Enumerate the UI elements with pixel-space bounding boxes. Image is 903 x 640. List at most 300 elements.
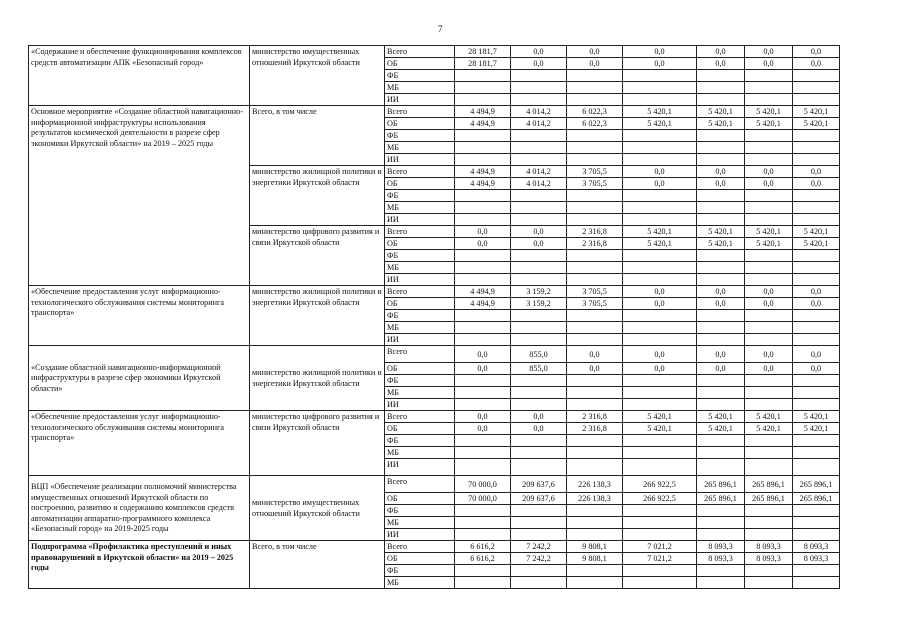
- amount-cell: 8 093,3: [745, 541, 793, 553]
- amount-cell: [793, 447, 840, 459]
- funding-source: МБ: [385, 577, 455, 589]
- funding-source: ИИ: [385, 399, 455, 411]
- amount-cell: [623, 565, 697, 577]
- funding-source: ФБ: [385, 505, 455, 517]
- amount-cell: [511, 70, 567, 82]
- amount-cell: [511, 214, 567, 226]
- amount-cell: 5 420,1: [623, 106, 697, 118]
- amount-cell: 0,0: [455, 411, 511, 423]
- amount-cell: [455, 529, 511, 541]
- amount-cell: 209 637,6: [511, 493, 567, 505]
- amount-cell: 5 420,1: [745, 411, 793, 423]
- amount-cell: 0,0: [511, 226, 567, 238]
- amount-cell: 6 616,2: [455, 541, 511, 553]
- amount-cell: [455, 82, 511, 94]
- amount-cell: [455, 154, 511, 166]
- funding-source: ИИ: [385, 459, 455, 476]
- amount-cell: 5 420,1: [745, 423, 793, 435]
- amount-cell: [455, 94, 511, 106]
- amount-cell: [455, 459, 511, 476]
- amount-cell: [455, 447, 511, 459]
- funding-source: ФБ: [385, 565, 455, 577]
- amount-cell: [697, 447, 745, 459]
- amount-cell: 209 637,6: [511, 476, 567, 493]
- amount-cell: [623, 310, 697, 322]
- amount-cell: 4 494,9: [455, 178, 511, 190]
- amount-cell: [623, 399, 697, 411]
- amount-cell: 5 420,1: [793, 106, 840, 118]
- amount-cell: [511, 310, 567, 322]
- amount-cell: [623, 529, 697, 541]
- amount-cell: [697, 94, 745, 106]
- amount-cell: 0,0: [623, 363, 697, 375]
- amount-cell: [511, 435, 567, 447]
- amount-cell: [567, 577, 623, 589]
- funding-source: ОБ: [385, 58, 455, 70]
- funding-source: Всего: [385, 286, 455, 298]
- amount-cell: [455, 435, 511, 447]
- amount-cell: [745, 399, 793, 411]
- amount-cell: [745, 202, 793, 214]
- amount-cell: [623, 375, 697, 387]
- amount-cell: 7 021,2: [623, 553, 697, 565]
- amount-cell: 5 420,1: [793, 423, 840, 435]
- amount-cell: [793, 505, 840, 517]
- amount-cell: [745, 375, 793, 387]
- amount-cell: [745, 447, 793, 459]
- amount-cell: 0,0: [793, 346, 840, 363]
- amount-cell: 0,0: [623, 58, 697, 70]
- amount-cell: 8 093,3: [745, 553, 793, 565]
- amount-cell: [697, 154, 745, 166]
- amount-cell: 0,0: [511, 238, 567, 250]
- amount-cell: 5 420,1: [623, 118, 697, 130]
- amount-cell: [455, 375, 511, 387]
- amount-cell: [455, 505, 511, 517]
- amount-cell: 0,0: [511, 411, 567, 423]
- amount-cell: 0,0: [623, 178, 697, 190]
- amount-cell: [745, 459, 793, 476]
- amount-cell: [623, 130, 697, 142]
- amount-cell: 0,0: [455, 238, 511, 250]
- funding-source: ФБ: [385, 130, 455, 142]
- amount-cell: 5 420,1: [697, 226, 745, 238]
- amount-cell: [793, 214, 840, 226]
- amount-cell: [793, 82, 840, 94]
- amount-cell: [793, 262, 840, 274]
- amount-cell: [697, 214, 745, 226]
- amount-cell: 5 420,1: [745, 106, 793, 118]
- amount-cell: [793, 274, 840, 286]
- amount-cell: 265 896,1: [793, 493, 840, 505]
- amount-cell: 266 922,5: [623, 476, 697, 493]
- amount-cell: [511, 517, 567, 529]
- amount-cell: 0,0: [511, 423, 567, 435]
- program-name: Подпрограмма «Профилактика преступлений и иных правонарушений в Иркутской области» на 2019 – 2025 годы: [29, 541, 250, 589]
- funding-source: МБ: [385, 262, 455, 274]
- executor-name: министерство жилищной политики и энергетики Иркутской области: [250, 346, 385, 411]
- amount-cell: 266 922,5: [623, 493, 697, 505]
- amount-cell: 5 420,1: [745, 226, 793, 238]
- funding-source: Всего: [385, 476, 455, 493]
- amount-cell: 855,0: [511, 346, 567, 363]
- amount-cell: 3 159,2: [511, 286, 567, 298]
- funding-source: ОБ: [385, 298, 455, 310]
- amount-cell: [745, 322, 793, 334]
- amount-cell: [697, 334, 745, 346]
- amount-cell: [697, 82, 745, 94]
- program-name: «Обеспечение предоставления услуг информационно-технологического обслуживания системы мониторинга транспорта»: [29, 286, 250, 346]
- amount-cell: [511, 529, 567, 541]
- amount-cell: 5 420,1: [697, 106, 745, 118]
- amount-cell: 7 242,2: [511, 541, 567, 553]
- amount-cell: [697, 190, 745, 202]
- amount-cell: [455, 250, 511, 262]
- amount-cell: 7 021,2: [623, 541, 697, 553]
- amount-cell: 5 420,1: [697, 423, 745, 435]
- amount-cell: 28 181,7: [455, 46, 511, 58]
- amount-cell: [623, 459, 697, 476]
- amount-cell: 5 420,1: [623, 411, 697, 423]
- amount-cell: [745, 142, 793, 154]
- funding-source: ФБ: [385, 310, 455, 322]
- amount-cell: 4 014,2: [511, 106, 567, 118]
- funding-source: ОБ: [385, 363, 455, 375]
- amount-cell: [697, 202, 745, 214]
- amount-cell: [511, 334, 567, 346]
- amount-cell: 2 316,8: [567, 226, 623, 238]
- program-name: «Содержание и обеспечение функционирования комплексов средств автоматизации АПК «Безопасный город»: [29, 46, 250, 106]
- amount-cell: 0,0: [623, 166, 697, 178]
- amount-cell: 0,0: [511, 58, 567, 70]
- amount-cell: 28 181,7: [455, 58, 511, 70]
- amount-cell: [567, 154, 623, 166]
- amount-cell: 0,0: [745, 298, 793, 310]
- amount-cell: [511, 322, 567, 334]
- amount-cell: [745, 529, 793, 541]
- amount-cell: 5 420,1: [697, 411, 745, 423]
- amount-cell: 0,0: [567, 363, 623, 375]
- amount-cell: [455, 565, 511, 577]
- amount-cell: [455, 130, 511, 142]
- amount-cell: [745, 130, 793, 142]
- amount-cell: [567, 435, 623, 447]
- funding-source: ФБ: [385, 435, 455, 447]
- amount-cell: [511, 142, 567, 154]
- amount-cell: 4 014,2: [511, 118, 567, 130]
- amount-cell: 0,0: [745, 178, 793, 190]
- amount-cell: 0,0: [455, 346, 511, 363]
- funding-source: ФБ: [385, 190, 455, 202]
- funding-source: МБ: [385, 387, 455, 399]
- amount-cell: [745, 505, 793, 517]
- amount-cell: 0,0: [793, 166, 840, 178]
- amount-cell: [697, 577, 745, 589]
- amount-cell: 9 808,1: [567, 553, 623, 565]
- amount-cell: 0,0: [745, 58, 793, 70]
- amount-cell: 6 022,3: [567, 106, 623, 118]
- amount-cell: 70 000,0: [455, 493, 511, 505]
- amount-cell: [511, 250, 567, 262]
- amount-cell: 3 705,5: [567, 166, 623, 178]
- amount-cell: 6 616,2: [455, 553, 511, 565]
- amount-cell: 5 420,1: [793, 118, 840, 130]
- amount-cell: [623, 447, 697, 459]
- amount-cell: [455, 577, 511, 589]
- amount-cell: [623, 274, 697, 286]
- amount-cell: [793, 435, 840, 447]
- amount-cell: [567, 82, 623, 94]
- amount-cell: [697, 130, 745, 142]
- amount-cell: [745, 274, 793, 286]
- amount-cell: [567, 459, 623, 476]
- amount-cell: 8 093,3: [793, 541, 840, 553]
- amount-cell: [697, 70, 745, 82]
- amount-cell: 9 808,1: [567, 541, 623, 553]
- amount-cell: [511, 399, 567, 411]
- amount-cell: [511, 447, 567, 459]
- amount-cell: 3 159,2: [511, 298, 567, 310]
- amount-cell: [511, 505, 567, 517]
- amount-cell: 5 420,1: [793, 411, 840, 423]
- amount-cell: 3 705,5: [567, 286, 623, 298]
- funding-source: ОБ: [385, 553, 455, 565]
- amount-cell: 265 896,1: [697, 493, 745, 505]
- amount-cell: [511, 459, 567, 476]
- amount-cell: [511, 565, 567, 577]
- amount-cell: [511, 202, 567, 214]
- amount-cell: [455, 399, 511, 411]
- amount-cell: [745, 435, 793, 447]
- amount-cell: [511, 387, 567, 399]
- executor-name: министерство цифрового развития и связи Иркутской области: [250, 411, 385, 476]
- amount-cell: 226 138,3: [567, 493, 623, 505]
- amount-cell: [511, 130, 567, 142]
- amount-cell: [697, 399, 745, 411]
- amount-cell: [623, 190, 697, 202]
- amount-cell: 3 705,5: [567, 298, 623, 310]
- amount-cell: [567, 387, 623, 399]
- amount-cell: [567, 322, 623, 334]
- executor-name: министерство жилищной политики и энергетики Иркутской области: [250, 166, 385, 226]
- amount-cell: [567, 262, 623, 274]
- amount-cell: 7 242,2: [511, 553, 567, 565]
- funding-source: ОБ: [385, 423, 455, 435]
- amount-cell: 0,0: [697, 363, 745, 375]
- program-name: Основное мероприятие «Создание областной навигационно-информационной инфраструктуры использования результатов космической деятельности в разрезе сфер экономики Иркутской области» на 2019 – 2025 годы: [29, 106, 250, 286]
- funding-source: Всего: [385, 46, 455, 58]
- amount-cell: [511, 577, 567, 589]
- amount-cell: [623, 262, 697, 274]
- amount-cell: 8 093,3: [793, 553, 840, 565]
- amount-cell: [455, 322, 511, 334]
- funding-source: МБ: [385, 322, 455, 334]
- amount-cell: [567, 94, 623, 106]
- amount-cell: [623, 250, 697, 262]
- funding-source: МБ: [385, 142, 455, 154]
- funding-source: ИИ: [385, 214, 455, 226]
- amount-cell: [793, 565, 840, 577]
- amount-cell: 0,0: [793, 298, 840, 310]
- funding-source: ФБ: [385, 375, 455, 387]
- amount-cell: [697, 387, 745, 399]
- amount-cell: [623, 577, 697, 589]
- amount-cell: [697, 529, 745, 541]
- funding-source: ОБ: [385, 493, 455, 505]
- page-number: 7: [438, 24, 443, 34]
- amount-cell: 855,0: [511, 363, 567, 375]
- amount-cell: 0,0: [793, 46, 840, 58]
- amount-cell: 0,0: [623, 46, 697, 58]
- amount-cell: 265 896,1: [697, 476, 745, 493]
- amount-cell: [793, 322, 840, 334]
- executor-name: министерство имущественных отношений Иркутской области: [250, 46, 385, 106]
- amount-cell: [455, 262, 511, 274]
- amount-cell: 0,0: [793, 58, 840, 70]
- funding-source: ИИ: [385, 154, 455, 166]
- amount-cell: 226 138,3: [567, 476, 623, 493]
- amount-cell: [697, 459, 745, 476]
- amount-cell: [567, 250, 623, 262]
- executor-name: Всего, в том числе: [250, 541, 385, 589]
- amount-cell: [793, 310, 840, 322]
- program-name: «Обеспечение предоставления услуг информационно-технологического обслуживания системы мониторинга транспорта»: [29, 411, 250, 476]
- amount-cell: [567, 505, 623, 517]
- amount-cell: [567, 447, 623, 459]
- amount-cell: [511, 262, 567, 274]
- program-name: ВЦП «Обеспечение реализации полномочий министерства имущественных отношений Иркутской области по построению, развитию и содержанию комплексов средств автоматизации аппаратно-программного комплекса «Безопасный город» на 2019-2025 годы: [29, 476, 250, 541]
- amount-cell: 0,0: [455, 363, 511, 375]
- amount-cell: [623, 334, 697, 346]
- amount-cell: 265 896,1: [793, 476, 840, 493]
- funding-source: ФБ: [385, 250, 455, 262]
- amount-cell: [793, 190, 840, 202]
- amount-cell: 5 420,1: [793, 238, 840, 250]
- funding-source: МБ: [385, 82, 455, 94]
- amount-cell: [567, 334, 623, 346]
- amount-cell: [793, 334, 840, 346]
- amount-cell: [455, 142, 511, 154]
- table-row: [29, 411, 840, 423]
- executor-name: министерство цифрового развития и связи Иркутской области: [250, 226, 385, 286]
- amount-cell: [793, 375, 840, 387]
- funding-source: Всего: [385, 166, 455, 178]
- amount-cell: [567, 310, 623, 322]
- amount-cell: [793, 94, 840, 106]
- amount-cell: [623, 435, 697, 447]
- amount-cell: [623, 94, 697, 106]
- amount-cell: 5 420,1: [745, 118, 793, 130]
- amount-cell: [623, 154, 697, 166]
- amount-cell: [745, 334, 793, 346]
- amount-cell: 4 014,2: [511, 178, 567, 190]
- funding-source: Всего: [385, 411, 455, 423]
- amount-cell: [567, 399, 623, 411]
- amount-cell: 3 705,5: [567, 178, 623, 190]
- amount-cell: [455, 70, 511, 82]
- amount-cell: [745, 387, 793, 399]
- amount-cell: 265 896,1: [745, 476, 793, 493]
- amount-cell: 0,0: [745, 46, 793, 58]
- funding-source: Всего: [385, 541, 455, 553]
- funding-source: Всего: [385, 346, 455, 363]
- amount-cell: [567, 529, 623, 541]
- amount-cell: 0,0: [623, 286, 697, 298]
- amount-cell: [745, 262, 793, 274]
- amount-cell: [697, 250, 745, 262]
- funding-table-body: [29, 46, 840, 589]
- amount-cell: 5 420,1: [745, 238, 793, 250]
- amount-cell: 0,0: [697, 346, 745, 363]
- funding-source: ОБ: [385, 238, 455, 250]
- amount-cell: [623, 82, 697, 94]
- amount-cell: 0,0: [511, 46, 567, 58]
- table-row: [29, 286, 840, 298]
- amount-cell: [745, 214, 793, 226]
- amount-cell: [623, 505, 697, 517]
- amount-cell: [511, 154, 567, 166]
- amount-cell: 0,0: [455, 423, 511, 435]
- funding-source: ИИ: [385, 274, 455, 286]
- amount-cell: [455, 214, 511, 226]
- amount-cell: [567, 375, 623, 387]
- amount-cell: [745, 517, 793, 529]
- amount-cell: [745, 82, 793, 94]
- funding-source: Всего: [385, 226, 455, 238]
- amount-cell: [697, 435, 745, 447]
- amount-cell: 265 896,1: [745, 493, 793, 505]
- amount-cell: 5 420,1: [697, 118, 745, 130]
- amount-cell: [745, 94, 793, 106]
- amount-cell: [793, 517, 840, 529]
- amount-cell: [793, 130, 840, 142]
- table-row: [29, 106, 840, 118]
- amount-cell: 0,0: [697, 286, 745, 298]
- amount-cell: 0,0: [697, 298, 745, 310]
- amount-cell: 4 494,9: [455, 106, 511, 118]
- amount-cell: [793, 577, 840, 589]
- table-row: [29, 541, 840, 553]
- funding-source: МБ: [385, 447, 455, 459]
- amount-cell: 4 494,9: [455, 166, 511, 178]
- amount-cell: [793, 459, 840, 476]
- amount-cell: 0,0: [745, 346, 793, 363]
- amount-cell: 4 494,9: [455, 298, 511, 310]
- amount-cell: 0,0: [745, 363, 793, 375]
- funding-source: ОБ: [385, 118, 455, 130]
- amount-cell: [697, 322, 745, 334]
- funding-source: ОБ: [385, 178, 455, 190]
- amount-cell: 0,0: [697, 178, 745, 190]
- amount-cell: [455, 517, 511, 529]
- amount-cell: [745, 70, 793, 82]
- amount-cell: [697, 142, 745, 154]
- amount-cell: 0,0: [623, 346, 697, 363]
- amount-cell: 4 494,9: [455, 286, 511, 298]
- amount-cell: [455, 310, 511, 322]
- amount-cell: 0,0: [793, 286, 840, 298]
- table-row: [29, 346, 840, 363]
- amount-cell: [623, 214, 697, 226]
- funding-source: ИИ: [385, 94, 455, 106]
- amount-cell: [745, 310, 793, 322]
- amount-cell: [567, 190, 623, 202]
- table-row: [29, 46, 840, 58]
- amount-cell: [793, 70, 840, 82]
- funding-source: ИИ: [385, 334, 455, 346]
- amount-cell: 4 014,2: [511, 166, 567, 178]
- amount-cell: [511, 375, 567, 387]
